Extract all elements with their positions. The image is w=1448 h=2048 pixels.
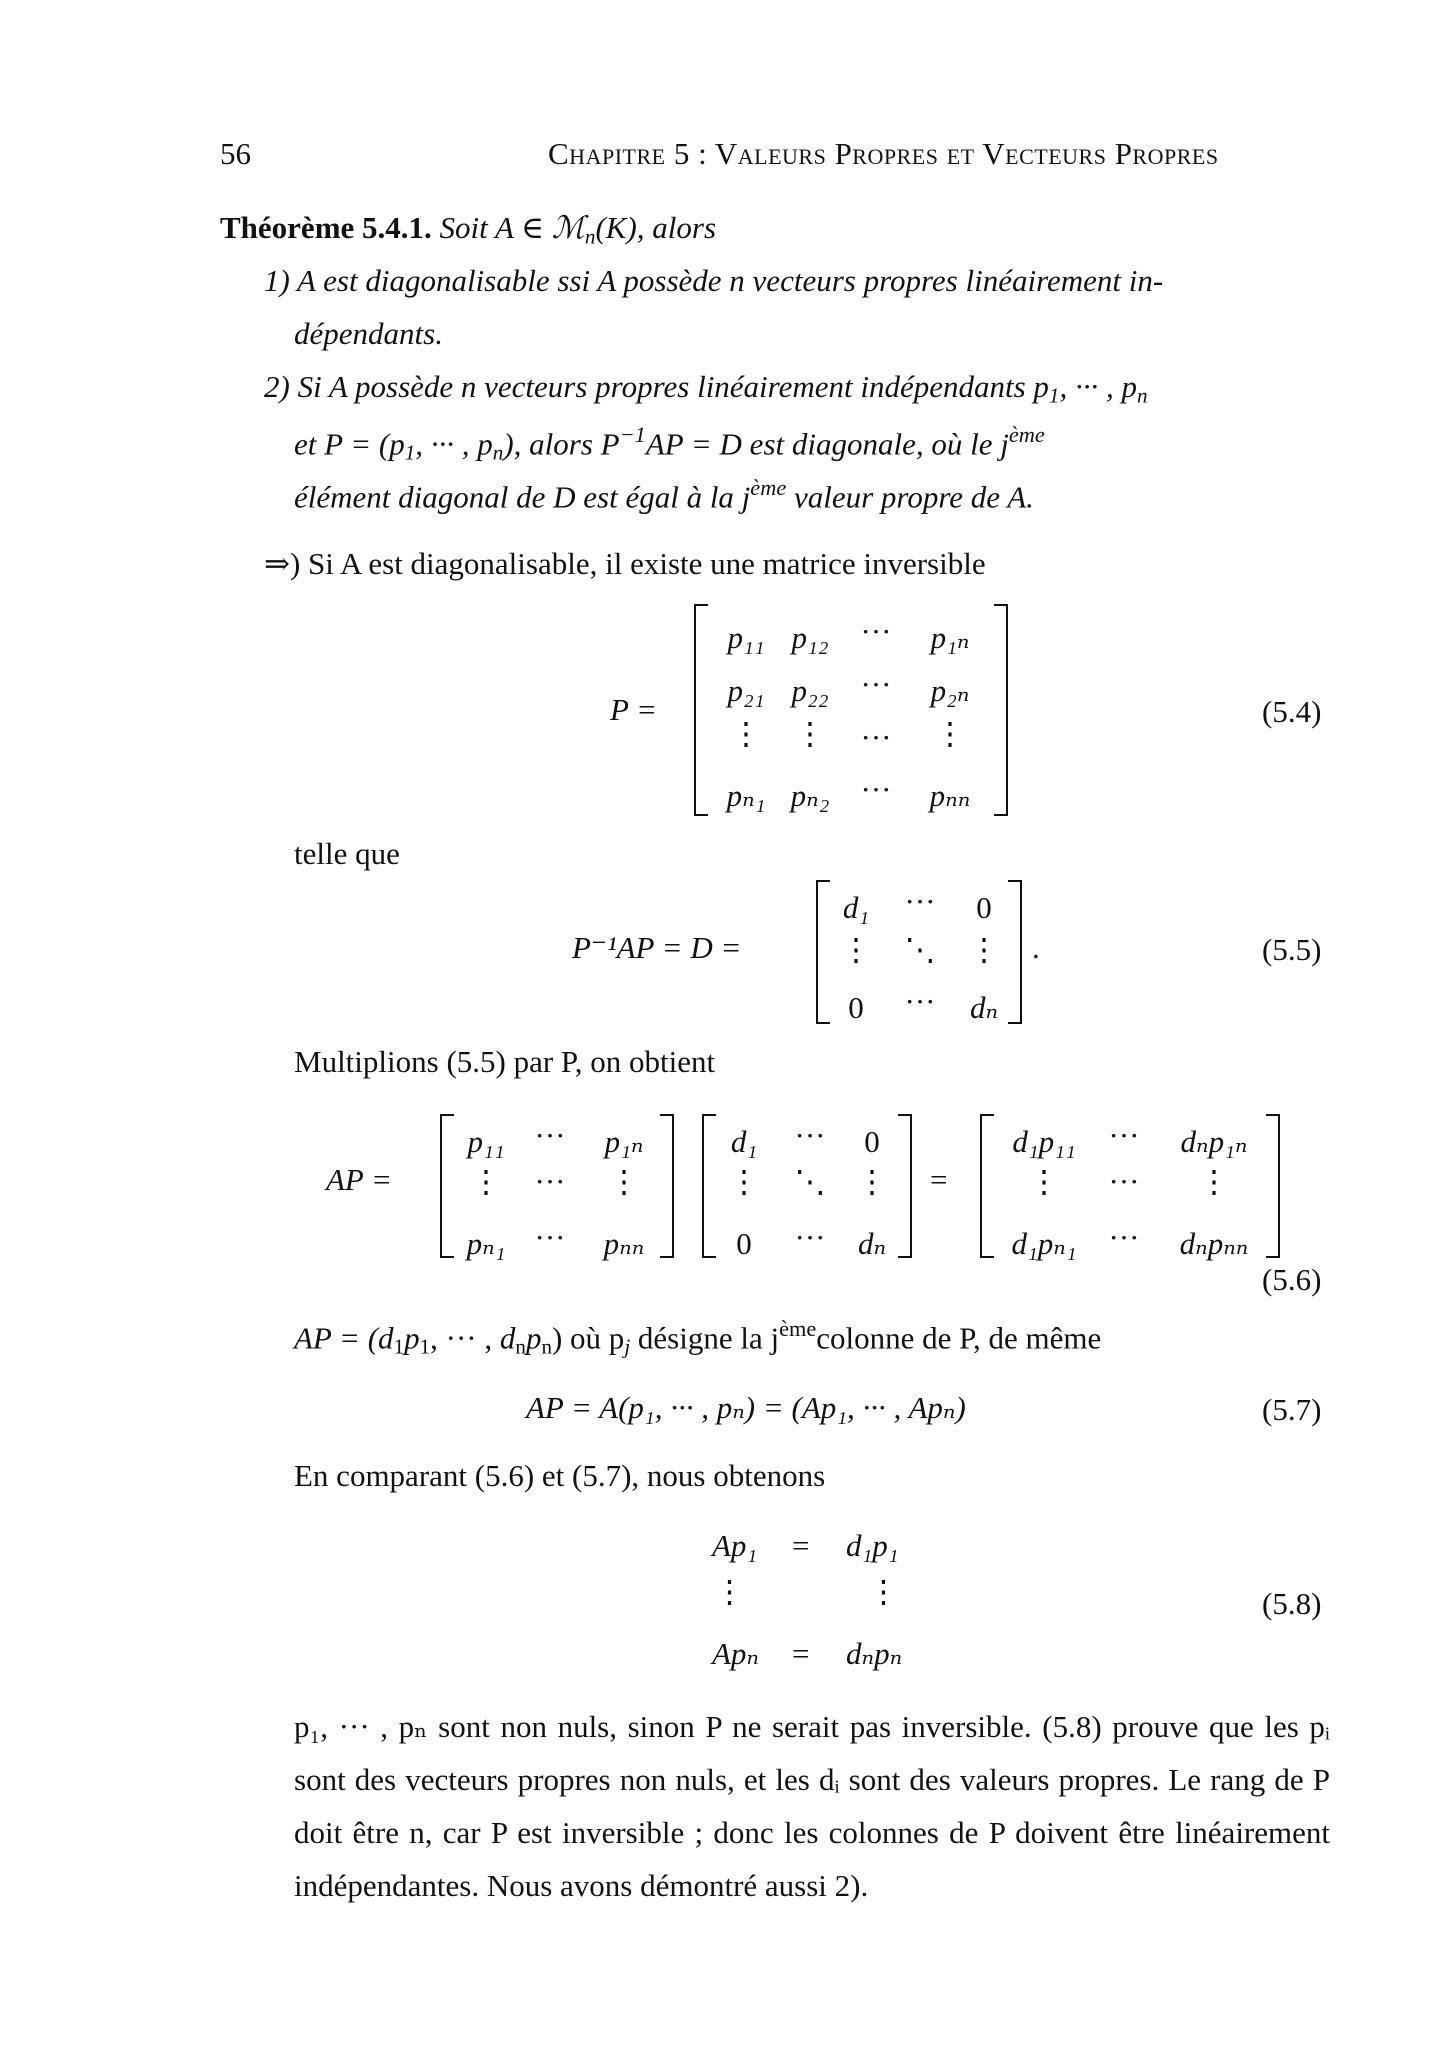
matrix-cell: ⋮: [470, 1164, 502, 1199]
matrix-cell: p₂ₙ: [930, 673, 970, 708]
matrix-cell: pₙₙ: [603, 1226, 645, 1261]
matrix-cell: ⋱: [794, 1164, 826, 1199]
eq56-m1-left-bracket: [440, 1114, 454, 1258]
matrix-cell: ⋮: [794, 716, 826, 751]
matrix-cell: p₁ₙ: [930, 620, 970, 655]
matrix-cell: 0: [976, 890, 992, 925]
matrix-cell: p₁₁: [467, 1124, 505, 1159]
eq57-number: (5.7): [1262, 1392, 1322, 1427]
eq58-number: (5.8): [1262, 1586, 1322, 1621]
eq56-number: (5.6): [1262, 1262, 1322, 1297]
matrix-cell: d₁: [730, 1124, 758, 1159]
theorem-statement: [220, 212, 716, 247]
matrix-cell: 0: [864, 1124, 880, 1159]
theorem-item2-line2: et $P = (p_1$, ··· , $p_n$), alors $P^{-1}AP = D$ est diagonale, où le $j^{ème}$: [294, 422, 1045, 465]
theorem-item2-line1: 2) Si A possède n vecteurs propres linéairement indépendants $p_1$, ··· , $p_n$: [264, 369, 1148, 408]
eq55-period: .: [1032, 930, 1040, 965]
eq56-m3-left-bracket: [980, 1114, 994, 1258]
matrix-cell: dₙpₙₙ: [1179, 1226, 1249, 1261]
theorem-label: Théorème 5.4.1.: [220, 210, 432, 245]
eq56-m2-left-bracket: [702, 1114, 716, 1258]
matrix-cell: ⋮: [730, 716, 762, 751]
eq56-equals: =: [930, 1162, 948, 1197]
eq54-number: (5.4): [1262, 694, 1322, 729]
matrix-cell: dₙ: [969, 990, 999, 1025]
matrix-cell: p₂₁: [727, 673, 765, 708]
eq54-left-bracket: [694, 604, 708, 816]
matrix-cell: ⋮: [934, 716, 966, 751]
eq56-lhs: AP =: [326, 1162, 392, 1197]
matrix-cell: ⋮: [856, 1164, 888, 1199]
proof-intro: ⇒) Si A est diagonalisable, il existe une matrice inversible: [264, 546, 986, 581]
matrix-cell: ⋮: [968, 932, 1000, 967]
matrix-cell: ···: [1108, 1220, 1140, 1255]
eq58-vdots-left: ⋮: [714, 1574, 745, 1609]
eq58-row1-eq: =: [792, 1528, 810, 1563]
theorem-item2-line3: élément diagonal de D est égal à la $j^{ème}$ valeur propre de A.: [294, 475, 1034, 515]
proof-telle-que: telle que: [294, 836, 400, 871]
matrix-cell: p₁ₙ: [604, 1124, 644, 1159]
eq55-lhs: P⁻¹AP = D =: [572, 930, 742, 965]
matrix-cell: ···: [534, 1164, 566, 1199]
eq58-row3-lhs: Apₙ: [712, 1636, 759, 1671]
theorem-intro: Soit A ∈ ℳ$_n$(K), alors: [439, 210, 717, 249]
proof-final-paragraph: p₁, ··· , pₙ sont non nuls, sinon P ne serait pas inversible. (5.8) prouve que les pᵢ sont des vecteurs propres non nuls, et les dᵢ sont des valeurs propres. Le rang de P doit être n, car P est inversible ; donc les colonnes de P doivent être linéairement indépendantes. Nous avons démontré aussi 2).: [294, 1709, 1330, 1903]
matrix-cell: ···: [860, 667, 892, 702]
theorem-item1-line1: 1) A est diagonalisable ssi A possède n vecteurs propres linéairement in-: [264, 263, 1164, 298]
matrix-cell: pₙ₁: [726, 778, 766, 813]
matrix-cell: ···: [1108, 1164, 1140, 1199]
matrix-cell: 0: [736, 1226, 752, 1261]
matrix-cell: p₁₁: [727, 620, 765, 655]
proof-multiplions: Multiplions (5.5) par P, on obtient: [294, 1044, 716, 1079]
eq58-vdots-right: ⋮: [868, 1574, 899, 1609]
eq55-number: (5.5): [1262, 932, 1322, 967]
eq56-m1-right-bracket: [660, 1114, 674, 1258]
matrix-cell: dₙ: [857, 1226, 887, 1261]
matrix-cell: d₁: [842, 890, 870, 925]
matrix-cell: p₁₂: [791, 620, 829, 655]
matrix-cell: ···: [860, 614, 892, 649]
eq58-row3-eq: =: [792, 1636, 810, 1671]
eq54-lhs: P =: [610, 692, 658, 727]
page-number: 56: [220, 136, 251, 171]
matrix-cell: ···: [1108, 1118, 1140, 1153]
matrix-cell: pₙ₁: [466, 1226, 506, 1261]
matrix-cell: ···: [904, 884, 936, 919]
theorem-item1-line2: dépendants.: [294, 316, 443, 351]
matrix-cell: ···: [794, 1220, 826, 1255]
matrix-cell: ⋮: [1028, 1164, 1060, 1199]
matrix-cell: pₙ₂: [790, 778, 830, 813]
proof-comparant: En comparant (5.6) et (5.7), nous obtenons: [294, 1458, 826, 1493]
matrix-cell: ⋱: [904, 932, 936, 967]
matrix-cell: p₂₂: [791, 673, 829, 708]
eq56-m2-right-bracket: [898, 1114, 912, 1258]
matrix-cell: ⋮: [608, 1164, 640, 1199]
matrix-cell: ⋮: [840, 932, 872, 967]
eq54-right-bracket: [994, 604, 1008, 816]
matrix-cell: dₙp₁ₙ: [1180, 1124, 1248, 1159]
matrix-cell: ···: [904, 984, 936, 1019]
eq57-content: AP = A(p₁, ··· , pₙ) = (Ap₁, ··· , Apₙ): [526, 1390, 966, 1425]
matrix-cell: ···: [860, 720, 892, 755]
eq56-m3-right-bracket: [1266, 1114, 1280, 1258]
eq58-row1-lhs: Ap₁: [712, 1528, 758, 1563]
matrix-cell: ⋮: [1198, 1164, 1230, 1199]
matrix-cell: ···: [534, 1220, 566, 1255]
matrix-cell: d₁pₙ₁: [1011, 1226, 1077, 1261]
matrix-cell: ⋮: [728, 1164, 760, 1199]
eq58-row3-rhs: dₙpₙ: [846, 1636, 903, 1671]
matrix-cell: ···: [534, 1118, 566, 1153]
matrix-cell: pₙₙ: [929, 778, 971, 813]
running-title: Chapitre 5 : Valeurs Propres et Vecteurs Propres: [548, 136, 1219, 171]
eq58-row1-rhs: d₁p₁: [846, 1528, 899, 1563]
matrix-cell: d₁p₁₁: [1012, 1124, 1076, 1159]
eq55-left-bracket: [816, 880, 830, 1024]
matrix-cell: ···: [860, 772, 892, 807]
matrix-cell: 0: [848, 990, 864, 1025]
proof-ap-columns: AP = ($d_1p_1$, ··· , $d_np_n$) où $p_j$ désigne la $j^{ème}colonne$ de P, de même: [294, 1316, 1102, 1359]
eq55-right-bracket: [1008, 880, 1022, 1024]
matrix-cell: ···: [794, 1118, 826, 1153]
